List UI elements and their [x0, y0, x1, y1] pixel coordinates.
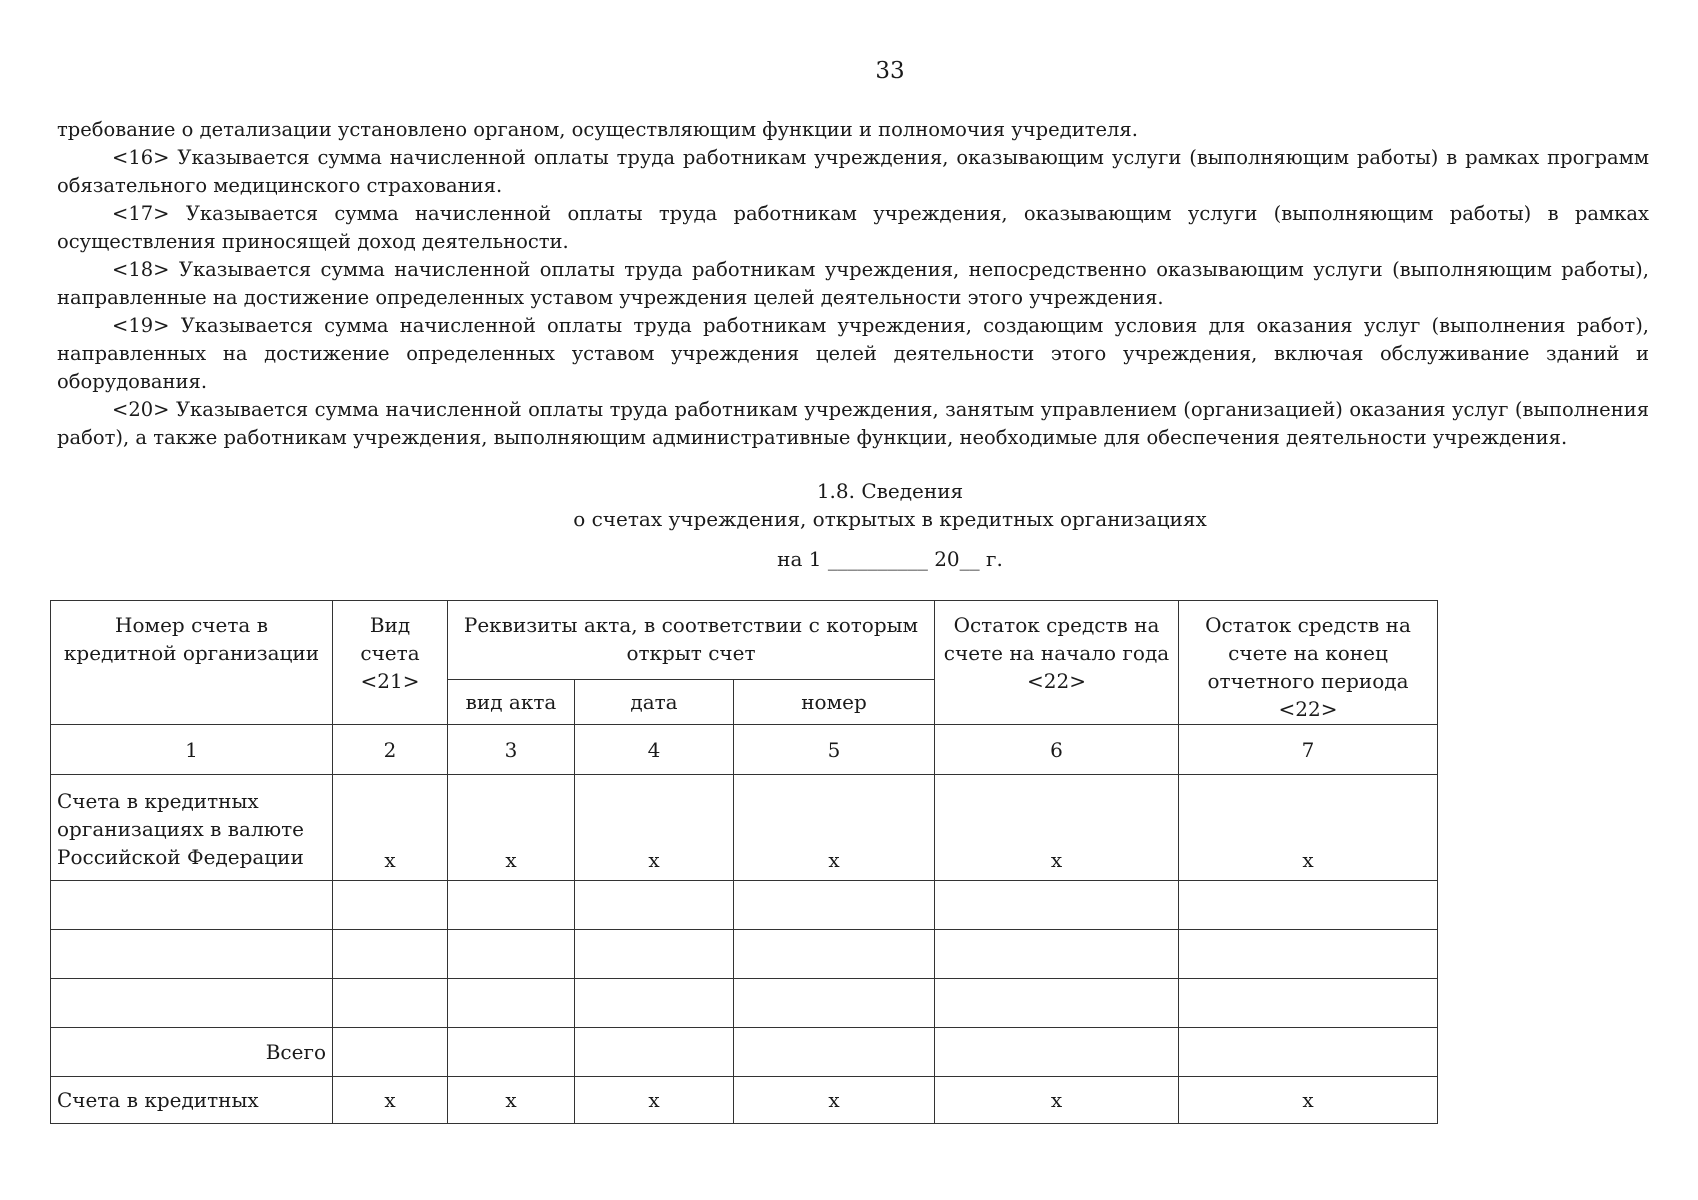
- column-number: 1: [51, 725, 333, 775]
- x-mark: x: [575, 775, 734, 881]
- accounts-table: [50, 600, 1438, 1124]
- row-label-rub-accounts: Счета в кредитных организациях в валюте Российской Федерации: [51, 775, 333, 881]
- header-balance-end: Остаток средств на счете на конец отчетного периода <22>: [1179, 601, 1438, 725]
- x-mark: x: [333, 1077, 448, 1124]
- footnote-16: <16> Указывается сумма начисленной оплаты труда работникам учреждения, оказывающим услуги (выполняющим работы) в рамках программ обязательного медицинского страхования.: [57, 146, 1649, 197]
- x-mark: x: [935, 1077, 1179, 1124]
- table-row: [51, 881, 1438, 930]
- column-number: 4: [575, 725, 734, 775]
- paragraph-continuation: требование о детализации установлено органом, осуществляющим функции и полномочия учредителя.: [57, 118, 1138, 141]
- column-number: 2: [333, 725, 448, 775]
- x-mark: x: [333, 775, 448, 881]
- section-title: 1.8. Сведения: [816, 479, 964, 503]
- footnote-19: <19> Указывается сумма начисленной оплаты труда работникам учреждения, создающим условия для оказания услуг (выполнения работ), направленных на достижение определенных уставом учреждения целей деятельности этого учреждения, включая обслуживание зданий и оборудования.: [57, 314, 1649, 393]
- column-number: 3: [448, 725, 575, 775]
- row-label-credit-accounts: Счета в кредитных: [51, 1077, 333, 1124]
- total-label: Всего: [51, 1028, 333, 1077]
- header-act-date: дата: [575, 680, 734, 725]
- header-act-details: Реквизиты акта, в соответствии с которым открыт счет: [448, 601, 935, 680]
- column-numbers-row: [51, 725, 1438, 775]
- table-row: [51, 930, 1438, 979]
- section-subtitle: о счетах учреждения, открытых в кредитных организациях: [573, 507, 1207, 531]
- page-number: 33: [875, 58, 905, 84]
- header-account-number: Номер счета в кредитной организации: [51, 601, 333, 725]
- column-number: 6: [935, 725, 1179, 775]
- date-line: на 1 __________ 20__ г.: [777, 547, 1003, 571]
- header-account-type: Вид счета <21>: [333, 601, 448, 725]
- x-mark: x: [935, 775, 1179, 881]
- x-mark: x: [1179, 1077, 1438, 1124]
- total-row: [51, 1028, 1438, 1077]
- table-row: [51, 1077, 1438, 1124]
- header-act-type: вид акта: [448, 680, 575, 725]
- column-number: 7: [1179, 725, 1438, 775]
- x-mark: x: [448, 775, 575, 881]
- x-mark: x: [734, 775, 935, 881]
- footnote-20: <20> Указывается сумма начисленной оплаты труда работникам учреждения, занятым управлением (организацией) оказания услуг (выполнения работ), а также работникам учреждения, выполняющим административные функции, необходимые для обеспечения деятельности учреждения.: [57, 398, 1649, 449]
- header-act-number: номер: [734, 680, 935, 725]
- x-mark: x: [575, 1077, 734, 1124]
- footnotes-text: [57, 116, 1649, 452]
- x-mark: x: [1179, 775, 1438, 881]
- header-row-1: [51, 601, 1438, 680]
- x-mark: x: [448, 1077, 575, 1124]
- table-row: [51, 979, 1438, 1028]
- footnote-18: <18> Указывается сумма начисленной оплаты труда работникам учреждения, непосредственно оказывающим услуги (выполняющим работы), направленные на достижение определенных уставом учреждения целей деятельности этого учреждения.: [57, 258, 1649, 309]
- table-row: [51, 775, 1438, 881]
- footnote-17: <17> Указывается сумма начисленной оплаты труда работникам учреждения, оказывающим услуги (выполняющим работы) в рамках осуществления приносящей доход деятельности.: [57, 202, 1649, 253]
- x-mark: x: [734, 1077, 935, 1124]
- column-number: 5: [734, 725, 935, 775]
- header-balance-start: Остаток средств на счете на начало года <22>: [935, 601, 1179, 725]
